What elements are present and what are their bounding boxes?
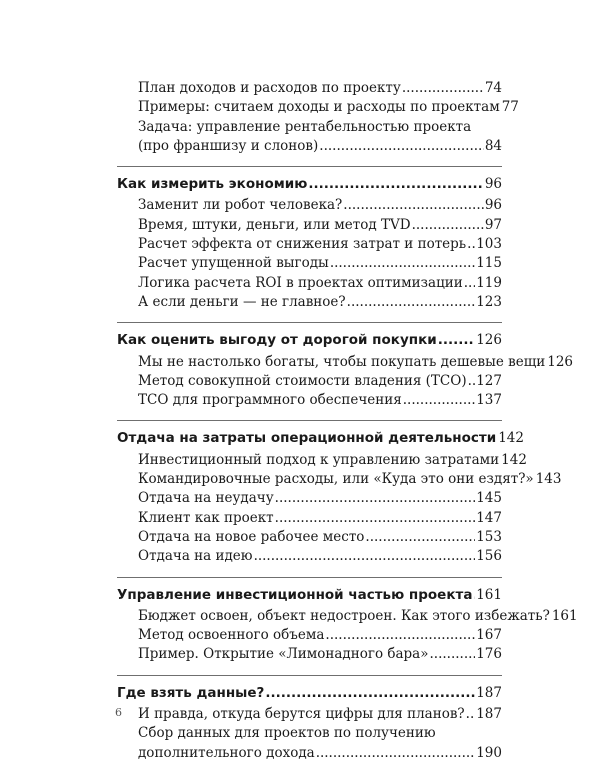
toc-entry[interactable]	[117, 547, 502, 566]
toc-entry[interactable]	[117, 626, 502, 645]
dot-leader	[365, 528, 475, 547]
toc-entry-page: 126	[547, 353, 574, 370]
toc-entry-page: 119	[476, 274, 502, 291]
dot-leader	[325, 626, 475, 645]
toc-entry-page: 97	[484, 216, 502, 233]
toc-entry-page: 153	[476, 528, 502, 545]
toc-entry-page: 142	[501, 451, 527, 468]
toc-entry-title: Отдача на идею	[138, 548, 253, 565]
dot-leader	[468, 372, 476, 391]
toc-entry-page: 167	[476, 627, 502, 644]
dot-leader	[343, 196, 484, 215]
toc-entry-page: 115	[476, 255, 502, 272]
toc-entry[interactable]	[117, 98, 519, 117]
dot-leader	[402, 79, 484, 98]
toc-entry[interactable]	[117, 254, 502, 273]
toc-section-title: Отдача на затраты операционной деятельности	[117, 430, 497, 447]
toc-section-title: Как оценить выгоду от дорогой покупки	[117, 332, 437, 349]
dot-leader	[254, 547, 476, 566]
toc-section-page: 161	[476, 586, 502, 603]
dot-leader	[464, 274, 475, 293]
toc-entry-page: 156	[476, 548, 502, 565]
toc-section-heading[interactable]	[117, 684, 502, 703]
toc-section	[117, 684, 502, 763]
toc-entry[interactable]	[117, 645, 502, 664]
toc-entry-title: Метод освоенного объема	[138, 627, 325, 644]
dot-leader	[308, 175, 483, 194]
toc-section	[117, 175, 502, 312]
toc-entry-title: Отдача на неудачу	[138, 490, 274, 507]
toc-entry-page: 74	[484, 80, 502, 96]
toc-section-heading[interactable]	[117, 429, 524, 448]
toc-entry-page: 103	[476, 236, 502, 253]
page-number: 6	[115, 706, 122, 719]
toc-section-heading[interactable]	[117, 586, 502, 605]
toc-entry-page: 123	[476, 293, 502, 310]
toc-entry-page: 77	[501, 99, 519, 116]
dot-leader	[467, 235, 475, 254]
toc-entry[interactable]	[117, 391, 502, 410]
toc-entry-page: 143	[535, 471, 562, 488]
toc-section-heading[interactable]	[117, 331, 502, 350]
toc-entry-page: 161	[551, 607, 578, 624]
toc-entry-page: 127	[476, 372, 502, 389]
toc-entry[interactable]	[117, 705, 502, 724]
table-of-contents	[117, 79, 578, 763]
toc-entry-title: Пример. Открытие «Лимонадного бара»	[138, 646, 429, 663]
toc-entry-title: Метод совокупной стоимости владения (TCO)	[138, 372, 467, 389]
toc-entry-title: Клиент как проект	[138, 509, 274, 526]
toc-entry-title: Расчет эффекта от снижения затрат и потерь	[138, 236, 467, 253]
toc-entry-title: (про франшизу и слонов)	[138, 137, 319, 154]
toc-entry-title: Примеры: считаем доходы и расходы по проектам	[138, 99, 500, 116]
toc-entry[interactable]	[117, 528, 502, 547]
dot-leader	[466, 705, 476, 724]
dot-leader	[275, 509, 476, 528]
toc-entry-title: Логика расчета ROI в проектах оптимизации	[138, 274, 463, 291]
toc-entry[interactable]	[117, 196, 502, 215]
toc-entry-page: 137	[476, 392, 502, 409]
dot-leader	[347, 293, 476, 312]
toc-entry[interactable]	[117, 509, 502, 528]
toc-entry[interactable]	[117, 293, 502, 312]
toc-entry[interactable]	[117, 235, 502, 254]
toc-entry-title: Заменит ли робот человека?	[138, 197, 343, 214]
toc-section-title: Как измерить экономию	[117, 176, 308, 193]
toc-entry[interactable]	[117, 137, 502, 156]
toc-section	[117, 586, 578, 665]
toc-entry-page: 190	[476, 744, 502, 761]
toc-section-page: 187	[476, 684, 502, 701]
toc-entry-title-line[interactable]: Сбор данных для проектов по получению	[138, 725, 436, 742]
toc-entry[interactable]	[117, 470, 562, 489]
toc-entry-page: 96	[484, 197, 502, 214]
toc-section	[117, 331, 574, 410]
toc-entry-page: 187	[476, 706, 502, 723]
dot-leader	[412, 216, 484, 235]
toc-entry-title: дополнительного дохода	[138, 744, 315, 761]
toc-entry-page: 145	[476, 490, 502, 507]
dot-leader	[438, 331, 476, 350]
toc-entry[interactable]	[117, 353, 574, 372]
toc-entry-page: 147	[476, 509, 502, 526]
toc-section-page: 96	[484, 176, 502, 193]
toc-entry-title: И правда, откуда берутся цифры для планов?	[138, 706, 465, 723]
toc-entry-title: План доходов и расходов по проекту	[138, 80, 401, 96]
dot-leader	[330, 254, 475, 273]
toc-entry-title: Расчет упущенной выгоды	[138, 255, 329, 272]
toc-intro-group	[117, 79, 519, 156]
toc-section-heading[interactable]	[117, 175, 502, 194]
dot-leader	[403, 391, 475, 410]
toc-entry[interactable]	[117, 79, 502, 98]
toc-entry[interactable]	[117, 489, 502, 508]
dot-leader	[316, 744, 476, 763]
toc-section	[117, 429, 562, 566]
toc-entry-page: 176	[476, 646, 502, 663]
toc-entry[interactable]	[117, 372, 502, 391]
toc-entry-title: Командировочные расходы, или «Куда это они ездят?»	[138, 471, 534, 488]
toc-entry[interactable]	[117, 216, 502, 235]
toc-entry[interactable]	[117, 274, 502, 293]
toc-section-title: Где взять данные?	[117, 684, 265, 701]
toc-section-title: Управление инвестиционной частью проекта	[117, 586, 473, 603]
toc-section-page: 142	[498, 430, 524, 447]
toc-entry-title-line[interactable]: Задача: управление рентабельностью проекта	[138, 118, 472, 135]
toc-entry-title: Бюджет освоен, объект недостроен. Как этого избежать?	[138, 607, 550, 624]
dot-leader	[430, 645, 476, 664]
toc-entry-page: 84	[484, 137, 502, 154]
toc-entry[interactable]	[117, 744, 502, 763]
toc-section-page: 126	[476, 332, 502, 349]
dot-leader	[473, 586, 475, 605]
dot-leader	[265, 684, 475, 703]
dot-leader	[275, 489, 476, 508]
toc-entry-title: Время, штуки, деньги, или метод TVD	[138, 216, 411, 233]
dot-leader	[319, 137, 484, 156]
toc-entry[interactable]	[117, 451, 527, 470]
toc-entry-title: Инвестиционный подход к управлению затратами	[138, 451, 500, 468]
toc-entry-title: А если деньги — не главное?	[138, 293, 346, 310]
toc-entry[interactable]	[117, 607, 578, 626]
toc-entry-title: Мы не настолько богаты, чтобы покупать дешевые вещи	[138, 353, 546, 370]
toc-entry-title: Отдача на новое рабочее место	[138, 528, 365, 545]
toc-entry-title: TCO для программного обеспечения	[138, 392, 402, 409]
